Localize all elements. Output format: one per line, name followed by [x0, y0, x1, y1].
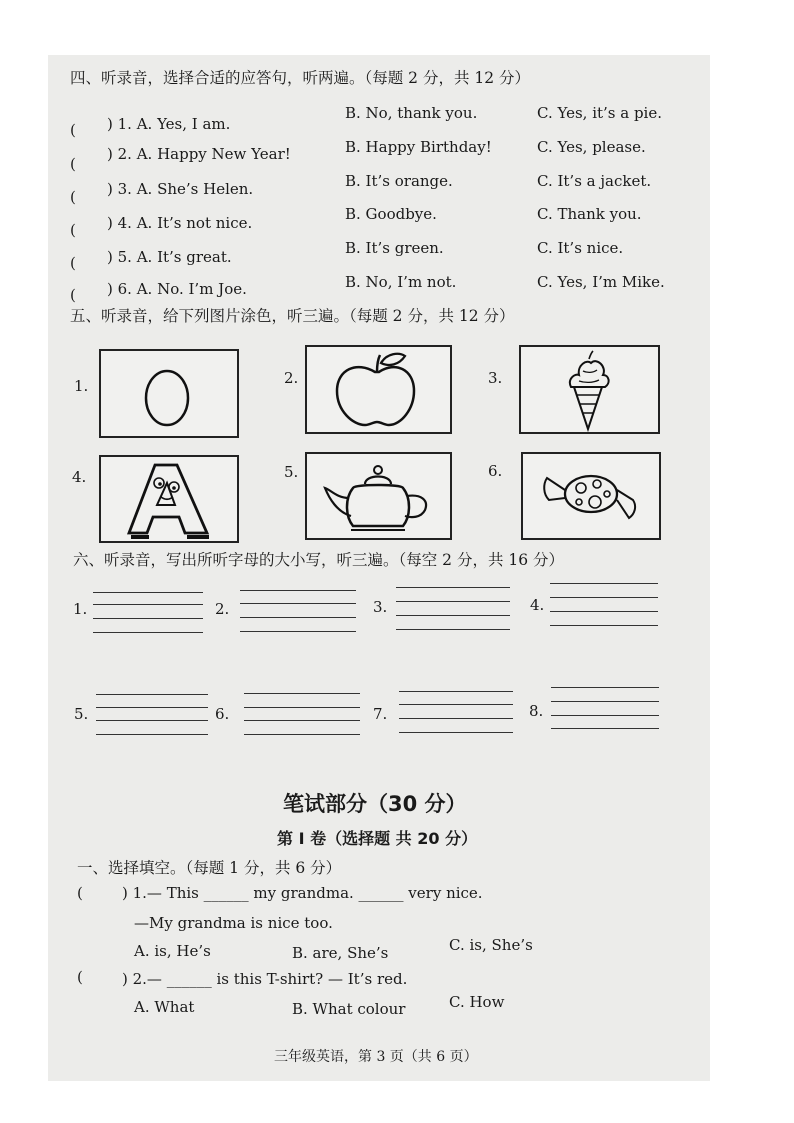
page-footer: 三年级英语，第 3 页（共 6 页） [274, 1049, 478, 1065]
answer-paren[interactable]: ( [77, 968, 83, 986]
ice-cream-icon [521, 347, 658, 432]
option-c: C. Yes, it’s a pie. [537, 104, 663, 122]
option-a: ) 1. A. Yes, I am. [107, 115, 231, 133]
part1-heading: 一、选择填空。（每题 1 分，共 6 分） [77, 859, 342, 877]
option-a: ) 2. A. Happy New Year! [107, 145, 291, 163]
option-b: B. Goodbye. [345, 205, 437, 223]
picture-number: 1. [74, 377, 89, 395]
letter-item-number: 8. [529, 702, 544, 720]
picture-egg[interactable] [99, 349, 239, 438]
answer-paren[interactable]: ( [70, 221, 76, 239]
option-b: B. It’s orange. [345, 172, 453, 190]
letter-item-number: 7. [373, 705, 388, 723]
letter-item-number: 2. [215, 600, 230, 618]
question-stem: ) 1.— This ______ my grandma. ______ very nice. [122, 884, 483, 902]
picture-number: 5. [284, 463, 299, 481]
letter-a-icon [101, 457, 237, 541]
option-a: ) 3. A. She’s Helen. [107, 180, 254, 198]
question-reply: —My grandma is nice too. [134, 914, 333, 932]
answer-paren[interactable]: ( [77, 884, 83, 902]
option-a: ) 4. A. It’s not nice. [107, 214, 253, 232]
option-c: C. It’s nice. [537, 239, 624, 257]
teapot-icon [307, 454, 450, 538]
option-a: ) 5. A. It’s great. [107, 248, 232, 266]
answer-paren[interactable]: ( [70, 286, 76, 304]
option-b: B. Happy Birthday! [345, 138, 492, 156]
paper-one-subtitle: 第 I 卷（选择题 共 20 分） [277, 829, 478, 848]
picture-number: 6. [488, 462, 503, 480]
option-c: C. is, She’s [449, 936, 533, 954]
option-c: C. Thank you. [537, 205, 642, 223]
letter-item-number: 4. [530, 596, 545, 614]
option-b: B. are, She’s [292, 944, 389, 962]
option-b: B. No, I’m not. [345, 273, 457, 291]
option-b: B. No, thank you. [345, 104, 478, 122]
written-part-title: 笔试部分（30 分） [283, 792, 467, 816]
option-c: C. Yes, please. [537, 138, 646, 156]
egg-icon [101, 351, 237, 436]
answer-paren[interactable]: ( [70, 121, 76, 139]
candy-icon [523, 454, 659, 538]
answer-paren[interactable]: ( [70, 155, 76, 173]
section6-heading: 六、听录音，写出所听字母的大小写，听三遍。（每空 2 分，共 16 分） [73, 551, 565, 569]
question-stem: ) 2.— ______ is this T-shirt? — It’s red. [122, 970, 408, 988]
letter-item-number: 1. [73, 600, 88, 618]
option-c: C. Yes, I’m Mike. [537, 273, 665, 291]
letter-item-number: 6. [215, 705, 230, 723]
option-b: B. It’s green. [345, 239, 444, 257]
option-a: A. What [134, 998, 195, 1016]
picture-candy[interactable] [521, 452, 661, 540]
picture-number: 2. [284, 369, 299, 387]
apple-icon [307, 347, 450, 432]
picture-letter-a[interactable] [99, 455, 239, 543]
option-c: C. How [449, 993, 505, 1011]
picture-number: 4. [72, 468, 87, 486]
picture-apple[interactable] [305, 345, 452, 434]
picture-teapot[interactable] [305, 452, 452, 540]
answer-paren[interactable]: ( [70, 254, 76, 272]
picture-ice-cream[interactable] [519, 345, 660, 434]
picture-number: 3. [488, 369, 503, 387]
answer-paren[interactable]: ( [70, 188, 76, 206]
letter-item-number: 5. [74, 705, 89, 723]
section4-heading: 四、听录音，选择合适的应答句，听两遍。（每题 2 分，共 12 分） [70, 69, 531, 87]
option-a: A. is, He’s [134, 942, 211, 960]
option-c: C. It’s a jacket. [537, 172, 652, 190]
option-b: B. What colour [292, 1000, 406, 1018]
letter-item-number: 3. [373, 598, 388, 616]
option-a: ) 6. A. No. I’m Joe. [107, 280, 247, 298]
section5-heading: 五、听录音，给下列图片涂色，听三遍。（每题 2 分，共 12 分） [70, 307, 515, 325]
